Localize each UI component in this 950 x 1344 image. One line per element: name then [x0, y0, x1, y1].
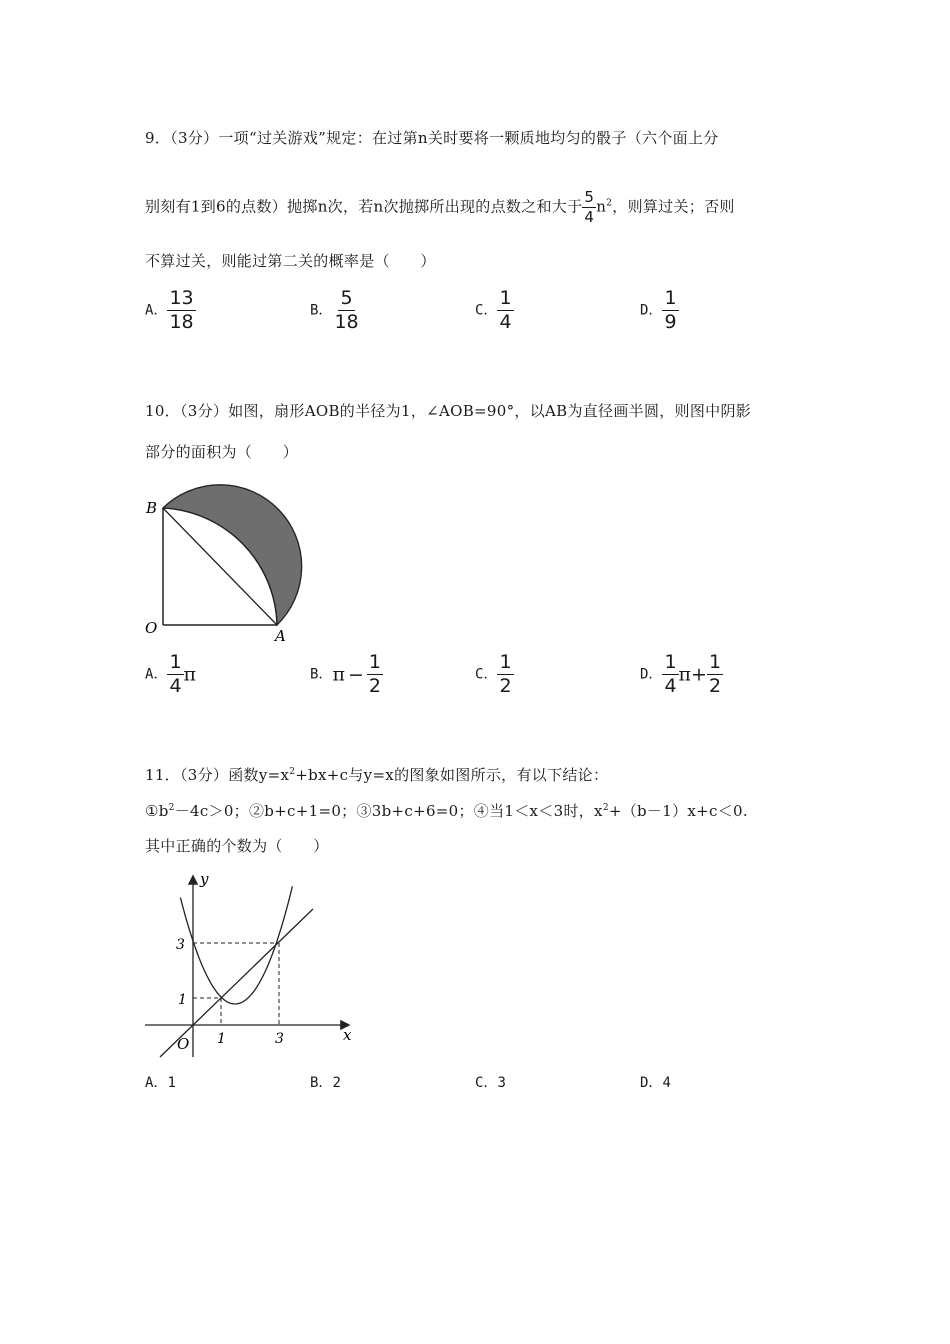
frac-num: 13	[169, 287, 194, 309]
q11-exp2: 2	[602, 803, 609, 813]
option-value: 2	[332, 1075, 341, 1091]
q9-line2	[145, 190, 735, 225]
option-fraction	[332, 289, 360, 332]
q9-option-b[interactable]	[310, 289, 361, 332]
q9-option-c[interactable]	[475, 289, 514, 332]
tick-label-x3: 3	[275, 1031, 284, 1047]
option-label: B．	[310, 1075, 333, 1091]
q11-line2	[145, 800, 748, 821]
label-o: O	[145, 619, 158, 637]
q9-exp: 2	[606, 198, 613, 209]
minus-sign: −	[347, 663, 364, 686]
q9-fraction-5-4	[582, 190, 596, 225]
q10-figure	[140, 478, 320, 648]
frac-den: 4	[499, 311, 512, 333]
option-value: 1	[167, 1075, 176, 1091]
q11-line1-b: +bx+c与y=x的图象如图所示，有以下结论：	[295, 766, 609, 784]
frac-den: 2	[499, 675, 512, 697]
option-label: B．	[310, 666, 333, 683]
parabola-curve	[180, 886, 292, 1004]
option-label: A．	[145, 302, 168, 319]
q10-option-d[interactable]	[640, 653, 723, 696]
option-fraction	[367, 653, 383, 696]
pi-symbol: π	[332, 663, 345, 686]
q10-option-c[interactable]	[475, 653, 514, 696]
q9-frac-den: 4	[584, 208, 595, 226]
frac-den: 18	[334, 311, 359, 333]
origin-label: O	[177, 1035, 190, 1053]
y-axis-label: y	[200, 870, 209, 888]
shaded-region	[163, 485, 302, 625]
frac-num: 1	[499, 651, 512, 673]
option-label: A．	[145, 666, 168, 683]
q11-option-d[interactable]	[640, 1072, 671, 1092]
frac-den: 9	[664, 311, 677, 333]
frac-den: 4	[664, 675, 677, 697]
option-label: A．	[145, 1075, 168, 1091]
q11-line2-a: ①b	[145, 802, 169, 820]
pi-symbol: π	[183, 663, 197, 686]
option-label: C．	[475, 1075, 498, 1091]
option-fraction	[497, 289, 513, 332]
x-axis-label: x	[343, 1026, 352, 1044]
option-label: D．	[640, 666, 663, 683]
option-label: B．	[310, 302, 333, 319]
label-b: B	[146, 499, 158, 517]
q11-line2-c: +（b－1）x+c＜0.	[608, 802, 748, 820]
frac-den: 4	[169, 675, 182, 697]
q9-n-var: n	[596, 197, 607, 216]
q11-graph	[140, 862, 360, 1062]
option-fraction	[662, 653, 678, 696]
label-a: A	[275, 627, 286, 645]
frac-num: 5	[340, 287, 353, 309]
q9-frac-num: 5	[584, 188, 595, 206]
q11-line1	[145, 764, 608, 785]
frac-num: 1	[169, 651, 182, 673]
frac-num: 1	[664, 651, 677, 673]
option-fraction	[167, 653, 183, 696]
q9-line3: 不算过关，则能过第二关的概率是（ ）	[145, 252, 436, 270]
tick-label-y1: 1	[178, 992, 187, 1008]
frac-num: 1	[664, 287, 677, 309]
frac-num: 1	[708, 651, 722, 673]
q11-option-b[interactable]	[310, 1072, 341, 1092]
frac-den: 2	[368, 675, 381, 697]
option-label: D．	[640, 1075, 663, 1091]
q10-option-a[interactable]	[145, 653, 196, 696]
plus-sign: +	[691, 663, 707, 686]
q11-line2-b: －4c＞0；②b+c+1=0；③3b+c+6=0；④当1＜x＜3时，x	[174, 802, 603, 820]
q9-line2-pre: 别刻有1到6的点数）抛掷n次，若n次抛掷所出现的点数之和大于	[145, 197, 583, 216]
q10-line2: 部分的面积为（ ）	[145, 443, 299, 461]
q9-option-a[interactable]	[145, 289, 196, 332]
tick-label-y3: 3	[176, 937, 185, 953]
q9-line1: 9．（3分）一项“过关游戏”规定：在过第n关时要将一颗质地均匀的骰子（六个面上分	[145, 129, 719, 147]
option-value: 4	[662, 1075, 671, 1091]
option-fraction	[707, 653, 723, 696]
q11-exp1: 2	[168, 803, 175, 813]
option-label: C．	[475, 302, 498, 319]
frac-den: 2	[708, 675, 722, 697]
q10-option-b[interactable]	[310, 653, 383, 696]
q11-option-c[interactable]	[475, 1072, 506, 1092]
tick-label-x1: 1	[217, 1031, 226, 1047]
frac-den: 18	[169, 311, 194, 333]
option-fraction	[497, 653, 513, 696]
option-fraction	[167, 289, 195, 332]
pi-symbol: π	[678, 663, 692, 686]
frac-num: 1	[368, 651, 381, 673]
option-value: 3	[497, 1075, 506, 1091]
option-label: C．	[475, 666, 498, 683]
q9-line2-post: ，则算过关；否则	[612, 197, 735, 216]
frac-num: 1	[499, 287, 512, 309]
q9-option-d[interactable]	[640, 289, 679, 332]
q11-exp: 2	[289, 767, 296, 777]
q11-option-a[interactable]	[145, 1072, 176, 1092]
q10-line1: 10．（3分）如图，扇形AOB的半径为1，∠AOB=90°，以AB为直径画半圆，则图中阴影	[145, 402, 752, 420]
q11-line3: 其中正确的个数为（ ）	[145, 837, 329, 855]
option-fraction	[662, 289, 678, 332]
option-label: D．	[640, 302, 663, 319]
q11-line1-a: 11．（3分）函数y=x	[145, 766, 290, 784]
